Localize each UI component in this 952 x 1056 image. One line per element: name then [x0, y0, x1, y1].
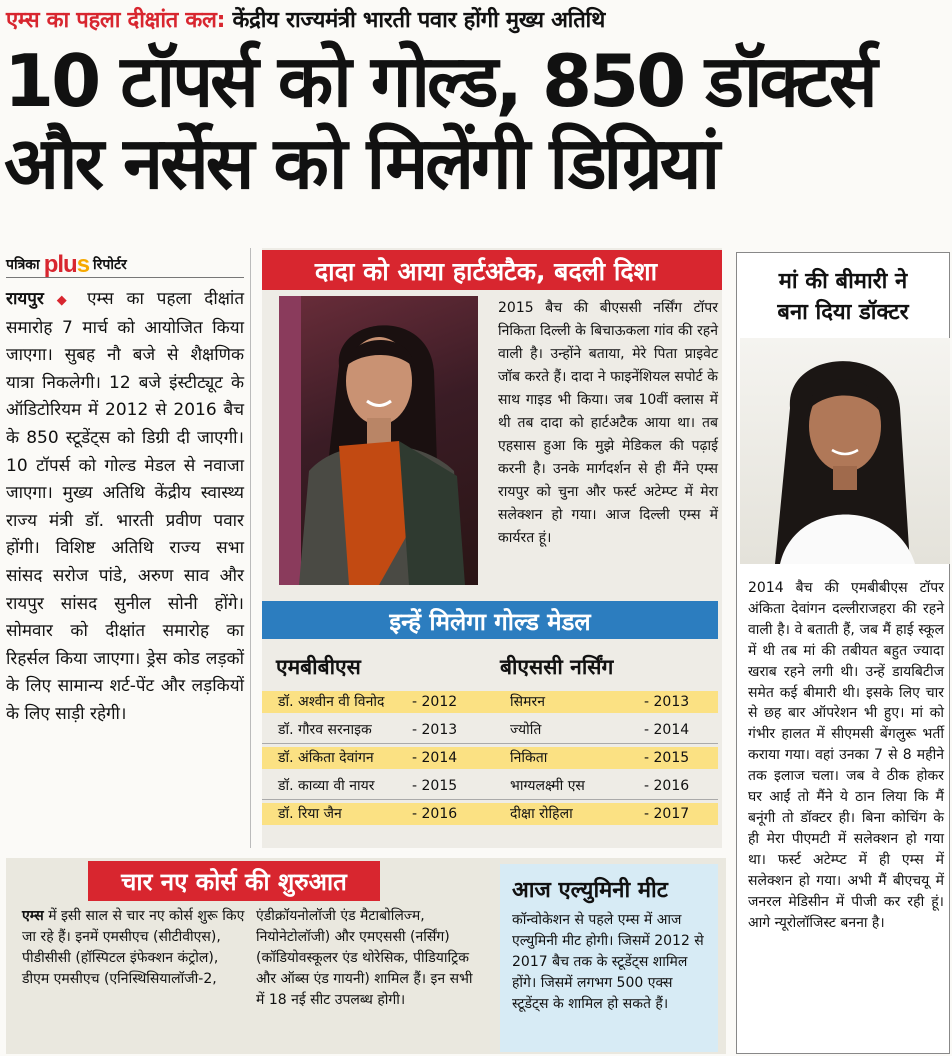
- nikita-photo-illustration: [279, 296, 478, 585]
- kicker: [6, 4, 946, 34]
- column-divider: [250, 248, 251, 848]
- headline: [4, 40, 948, 204]
- mbbs-year: - 2012: [412, 694, 458, 710]
- mother-story-title-line1: मां की बीमारी ने: [778, 269, 908, 294]
- bsc-name: ज्योति: [510, 722, 542, 738]
- bsc-name: दीक्षा रोहिला: [510, 806, 573, 822]
- row-separator: [262, 799, 494, 800]
- bsc-name: भाग्यलक्ष्मी एस: [510, 778, 585, 794]
- bsc-year: - 2015: [644, 750, 690, 766]
- bsc-row: [494, 691, 718, 713]
- kicker-red: एम्स का पहला दीक्षांत कल:: [6, 8, 226, 33]
- main-story: [6, 286, 244, 729]
- bsc-year: - 2013: [644, 694, 690, 710]
- alumni-title: आज एल्युमिनी मीट: [512, 878, 668, 903]
- plus-logo-s: s: [76, 250, 90, 278]
- mbbs-year: - 2013: [412, 722, 458, 738]
- plus-logo-p: plu: [43, 250, 77, 278]
- row-separator: [494, 743, 718, 744]
- diamond-icon: ◆: [56, 293, 75, 308]
- kicker-rest: केंद्रीय राज्यमंत्री भारती पवार होंगी मुख्य अतिथि: [232, 8, 605, 33]
- dada-story-text: 2015 बैच की बीएससी नर्सिंग टॉपर निकिता दिल्ली के बिचाऊकला गांव की रहने वाली है। उन्होंने बताया, मेरे पिता प्राइवेट जॉब करते हैं। दादा ने फाइनेंशियल सपोर्ट के साथ गाइड भी किया। जब 10वीं क्लास में थी तब दादा को हार्टअटैक आया था। तब एहसास हुआ कि मुझे मेडिकल की पढ़ाई करनी है। उनके मार्गदर्शन से ही मैंने एम्स रायपुर को चुना और फर्स्ट अटेम्प्ट में मेरा सलेक्शन हो गया। आज दिल्ली एम्स में कार्यरत हूं।: [498, 300, 718, 546]
- mbbs-name: डॉ. अंकिता देवांगन: [278, 750, 374, 766]
- courses-left-body: में इसी साल से चार नए कोर्स शुरू किए जा रहे हैं। इनमें एमसीएच (सीटीवीएस), पीडीसीसी (हॉस्पिटल इंफेक्शन कंट्रोल), डीएम एमसीएच (एनिस्थिसियालॉजी-2,: [22, 908, 245, 987]
- gold-medal-title: इन्हें मिलेगा गोल्ड मेडल: [389, 608, 591, 636]
- mbbs-row: [262, 747, 494, 769]
- mbbs-row: [262, 775, 494, 797]
- courses-lead: एम्स: [22, 908, 44, 924]
- ankita-photo: [740, 338, 950, 564]
- courses-banner: [88, 861, 380, 901]
- row-separator: [262, 743, 494, 744]
- byline-role: रिपोर्टर: [93, 257, 127, 273]
- mbbs-year: - 2014: [412, 750, 458, 766]
- bsc-row: [494, 719, 718, 741]
- mother-story-title: [736, 266, 950, 328]
- courses-text-left: [22, 906, 248, 990]
- bsc-name: सिमरन: [510, 694, 545, 710]
- courses-title: चार नए कोर्स की शुरुआत: [121, 868, 347, 896]
- row-separator: [494, 799, 718, 800]
- headline-line1: 10 टॉपर्स को गोल्ड, 850 डॉक्टर्स: [4, 39, 875, 123]
- mbbs-row: [262, 691, 494, 713]
- mother-story-text: 2014 बैच की एमबीबीएस टॉपर अंकिता देवांगन दल्लीराजहरा की रहने वाली है। वे बताती हैं, जब मैं हाई स्कूल में थी तब मां की तबीयत बहुत ज्यादा खराब रहने लगी थी। उन्हें डायबिटीज समेत कई बीमारी थी। इसके लिए चार से छह बार ऑपरेशन भी हुए। मां को गंभीर हालत में सीएमसी बेंगलुरू भर्ती कराया गया। वहां उनका 7 से 8 महीने तक इलाज चला। जब वे ठीक होकर घर आईं तो मैंने ये ठान लिया कि मैं बनूंगी तो डॉक्टर ही। बिना कोचिंग के ही मेरा पीएमटी में सलेक्शन हो गया था। फर्स्ट अटेम्प्ट में ही एम्स में सलेक्शन हो गया। अभी मैं बीएचयू में जनरल मेडिसीन में पीजी कर रही हूं। आगे न्यूरोलॉजिस्ट बनना है।: [748, 580, 944, 931]
- bsc-row: [494, 747, 718, 769]
- bsc-name: निकिता: [510, 750, 548, 766]
- alumni-text: कॉन्वोकेशन से पहले एम्स में आज एल्युमिनी मीट होगी। जिसमें 2012 से 2017 बैच तक के स्टूडेंट्स शामिल होंगे। जिसमें लगभग 500 एक्स स्टूडेंट्स के शामिल हो सकते हैं।: [512, 912, 704, 1012]
- courses-text-right: एंडीक्रॉयनोलॉजी एंड मैटाबोलिज्म, नियोनेटोलॉजी) और एमएससी (नर्सिंग) (कॉडियोवस्कूलर एंड थोरेसिक, पीडियाट्रिक और ऑब्स एंड गायनी) शामिल हैं। इन सभी में 18 नई सीट उपलब्ध होगी।: [256, 908, 473, 1008]
- bsc-year: - 2017: [644, 806, 690, 822]
- bsc-year: - 2014: [644, 722, 690, 738]
- dateline-place: रायपुर: [6, 289, 44, 309]
- byline: [6, 252, 244, 278]
- main-story-text: एम्स का पहला दीक्षांत समारोह 7 मार्च को आयोजित किया जाएगा। सुबह नौ बजे से शैक्षणिक यात्रा निकलेगी। 12 बजे इंस्टीट्यूट के ऑडिटोरियम में 2012 से 2016 बैच के 850 स्टूडेंट्स को डिग्री दी जाएगी। 10 टॉपर्स को गोल्ड मेडल से नवाजा जाएगा। मुख्य अतिथि केंद्रीय स्वास्थ्य राज्य मंत्री डॉ. भारती प्रवीण पवार होंगी। विशिष्ट अतिथि राज्य सभा सांसद सरोज पांडे, अरुण साव और रायपुर सांसद सुनील सोनी होंगे। सोमवार को दीक्षांत समारोह का रिहर्सल किया जाएगा। ड्रेस कोड लड़कों के लिए सामान्य शर्ट-पेंट और लड़कियों के लिए साड़ी रहेगी।: [6, 289, 245, 724]
- mbbs-year: - 2015: [412, 778, 458, 794]
- dada-story-banner: [262, 250, 722, 290]
- ankita-photo-illustration: [740, 338, 950, 564]
- headline-line2: और नर्सेस को मिलेंगी डिग्रियां: [4, 121, 718, 205]
- plus-logo: [44, 251, 89, 279]
- mbbs-name: डॉ. काव्या वी नायर: [278, 778, 375, 794]
- mother-story-title-line2: बना दिया डॉक्टर: [777, 300, 909, 325]
- bsc-heading: बीएससी नर्सिंग: [500, 655, 614, 679]
- gold-medal-banner: [262, 601, 718, 639]
- mbbs-name: डॉ. रिया जैन: [278, 806, 342, 822]
- bsc-row: [494, 803, 718, 825]
- mbbs-heading: एमबीबीएस: [276, 655, 361, 679]
- mbbs-year: - 2016: [412, 806, 458, 822]
- mbbs-name: डॉ. गौरव सरनाइक: [278, 722, 372, 738]
- nikita-photo: [279, 296, 478, 585]
- mbbs-row: [262, 803, 494, 825]
- mbbs-name: डॉ. अश्वीन वी विनोद: [278, 694, 385, 710]
- mbbs-row: [262, 719, 494, 741]
- dada-story-title: दादा को आया हार्टअटैक, बदली दिशा: [314, 257, 658, 286]
- bsc-year: - 2016: [644, 778, 690, 794]
- alumni-box: [500, 864, 718, 1052]
- byline-paper: पत्रिका: [6, 257, 40, 273]
- bsc-row: [494, 775, 718, 797]
